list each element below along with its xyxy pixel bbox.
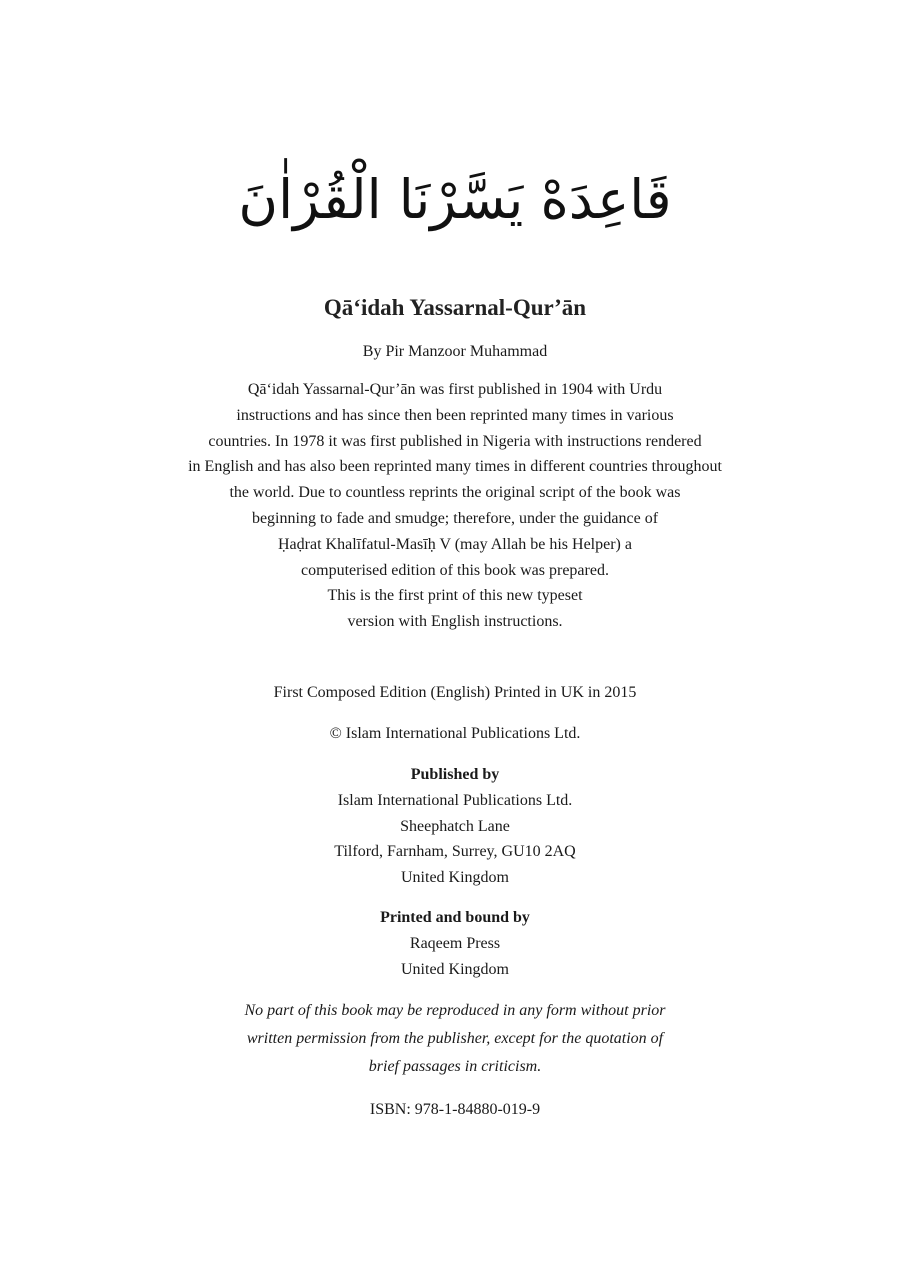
publisher-street: Sheephatch Lane bbox=[400, 817, 510, 835]
description-line: Qā‘idah Yassarnal-Qur’ān was first published in 1904 with Urdu bbox=[247, 381, 663, 398]
notice-line: No part of this book may be reproduced in any form without prior bbox=[244, 1002, 666, 1019]
book-title: Qā‘idah Yassarnal-Qur’ān bbox=[323, 295, 587, 320]
printer-name: Raqeem Press bbox=[409, 934, 501, 952]
notice-line: brief passages in criticism. bbox=[368, 1058, 542, 1075]
description-line: countries. In 1978 it was first published in Nigeria with instructions rendered bbox=[208, 432, 702, 450]
author-line: By Pir Manzoor Muhammad bbox=[362, 343, 548, 360]
publisher-city: Tilford, Farnham, Surrey, GU10 2AQ bbox=[334, 843, 576, 861]
reproduction-notice bbox=[0, 997, 910, 1081]
description-line: instructions and has since then been reprinted many times in various bbox=[236, 406, 674, 424]
arabic-title: قَاعِدَهْ يَسَّرْنَا الْقُرْاٰنَ bbox=[238, 168, 672, 231]
printer-block bbox=[0, 905, 910, 982]
description-line: version with English instructions. bbox=[347, 613, 563, 631]
description-line: This is the first print of this new typeset bbox=[327, 587, 583, 605]
description-line: beginning to fade and smudge; therefore, under the guidance of bbox=[251, 509, 659, 527]
description-line: in English and has also been reprinted many times in different countries throughout bbox=[188, 458, 722, 476]
publisher-heading: Published by bbox=[410, 766, 500, 783]
edition-line: First Composed Edition (English) Printed in UK in 2015 bbox=[273, 684, 637, 701]
description-line: Ḥaḍrat Khalīfatul-Masīḥ V (may Allah be his Helper) a bbox=[278, 535, 632, 553]
notice-line: written permission from the publisher, except for the quotation of bbox=[246, 1030, 664, 1047]
publisher-block bbox=[0, 762, 910, 891]
publisher-name: Islam International Publications Ltd. bbox=[337, 791, 573, 809]
copyright-line: © Islam International Publications Ltd. bbox=[329, 725, 581, 742]
description-line: computerised edition of this book was prepared. bbox=[301, 561, 609, 579]
printer-heading: Printed and bound by bbox=[380, 909, 530, 926]
isbn-line: ISBN: 978-1-84880-019-9 bbox=[369, 1101, 541, 1118]
description-line: the world. Due to countless reprints the original script of the book was bbox=[229, 484, 681, 502]
publisher-country: United Kingdom bbox=[401, 869, 509, 887]
printer-country: United Kingdom bbox=[401, 960, 509, 978]
description-paragraph bbox=[150, 377, 760, 635]
